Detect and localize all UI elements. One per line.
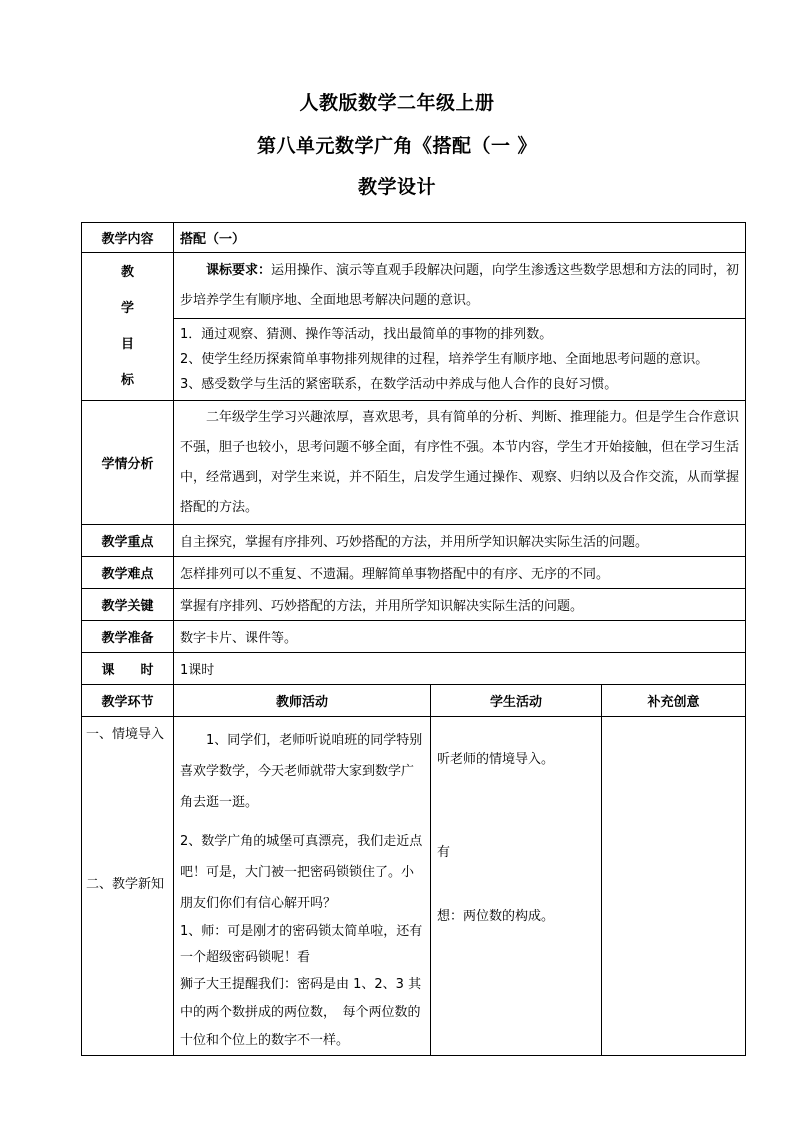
student-activity-item: 有: [437, 845, 451, 860]
teacher-activity-cell: [174, 717, 431, 1056]
header-teacher: 教师活动: [174, 685, 431, 717]
row-prep: [82, 621, 746, 653]
row-hours: [82, 653, 746, 685]
header-stage: 教学环节: [82, 685, 174, 717]
label-goals-char: 学: [120, 300, 134, 316]
stage-item: 二、教学新知: [86, 877, 165, 892]
value-key-point: 自主探究，掌握有序排列、巧妙搭配的方法，并用所学知识解决实际生活的问题。: [174, 525, 746, 557]
label-key-point: 教学重点: [82, 525, 174, 557]
goal-item: 2、使学生经历探索简单事物排列规律的过程，培养学生有顺序地、全面地思考问题的意识。: [180, 352, 709, 367]
teacher-activity-item: 1、师：可是刚才的密码锁太简单啦，还有一个超级密码锁呢！看: [180, 924, 423, 965]
label-analysis: 学情分析: [82, 401, 174, 525]
label-goals: [82, 253, 174, 401]
row-key: [82, 589, 746, 621]
goals-items: [174, 319, 746, 401]
teacher-activity-item: 2、数学广角的城堡可真漂亮，我们走近点吧！可是，大门被一把密码锁锁住了。小朋友们你们有信心解开吗？: [180, 834, 423, 911]
goal-item: 3、感受数学与生活的紧密联系，在数学活动中养成与他人合作的良好习惯。: [180, 377, 618, 392]
value-hours: 1课时: [174, 653, 746, 685]
lesson-plan-table: [81, 222, 746, 1056]
value-analysis: 二年级学生学习兴趣浓厚，喜欢思考，具有简单的分析、判断、推理能力。但是学生合作意识不强，胆子也较小，思考问题不够全面，有序性不强。本节内容，学生才开始接触，但在学习生活中，经常遇到，对学生来说，并不陌生，启发学生通过操作、观察、归纳以及合作交流，从而掌握搭配的方法。: [174, 401, 746, 525]
label-goals-char: 目: [120, 336, 134, 352]
row-content: [82, 223, 746, 253]
doc-title-line2: 第八单元数学广角《搭配（一 》: [256, 135, 538, 157]
stage-cell: [82, 717, 174, 1056]
row-key-point: [82, 525, 746, 557]
goal-item: 1．通过观察、猜测、操作等活动，找出最简单的事物的排列数。: [180, 327, 553, 342]
row-difficulty: [82, 557, 746, 589]
row-goals-requirement: [82, 253, 746, 319]
teacher-activity-item: 1、同学们，老师听说咱班的同学特别喜欢学数学，今天老师就带大家到数学广角去逛一逛。: [180, 733, 423, 810]
header-extra: 补充创意: [602, 685, 746, 717]
student-activity-cell: [431, 717, 602, 1056]
label-difficulty: 教学难点: [82, 557, 174, 589]
value-difficulty: 怎样排列可以不重复、不遗漏。理解简单事物搭配中的有序、无序的不同。: [174, 557, 746, 589]
process-header-row: [82, 685, 746, 717]
extra-cell: [602, 717, 746, 1056]
label-goals-char: 教: [120, 264, 134, 280]
requirement-text: 运用操作、演示等直观手段解决问题，向学生渗透这些数学思想和方法的同时，初步培养学生有顺序地、全面地思考解决问题的意识。: [180, 262, 740, 308]
label-content: 教学内容: [82, 223, 174, 253]
goals-requirement: [174, 253, 746, 319]
value-prep: 数字卡片、课件等。: [174, 621, 746, 653]
label-prep: 教学准备: [82, 621, 174, 653]
doc-title-line1: 人教版数学二年级上册: [299, 92, 495, 114]
teacher-activity-item: 狮子大王提醒我们：密码是由 1、2、3 其中的两个数拼成的两位数， 每个两位数的十位和个位上的数字不一样。: [180, 977, 422, 1048]
value-key: 掌握有序排列、巧妙搭配的方法，并用所学知识解决实际生活的问题。: [174, 589, 746, 621]
student-activity-item: 听老师的情境导入。: [437, 752, 555, 767]
header-student: 学生活动: [431, 685, 602, 717]
value-content: 搭配（一）: [174, 223, 746, 253]
label-key: 教学关键: [82, 589, 174, 621]
label-goals-char: 标: [120, 372, 134, 388]
stage-item: 一、情境导入: [86, 727, 165, 742]
process-body-row: [82, 717, 746, 1056]
label-hours: 课 时: [82, 653, 174, 685]
requirement-label: 课标要求：: [206, 262, 272, 278]
doc-title-line3: 教学设计: [357, 176, 436, 198]
row-analysis: [82, 401, 746, 525]
student-activity-item: 想：两位数的构成。: [437, 909, 555, 924]
row-goals-items: [82, 319, 746, 401]
